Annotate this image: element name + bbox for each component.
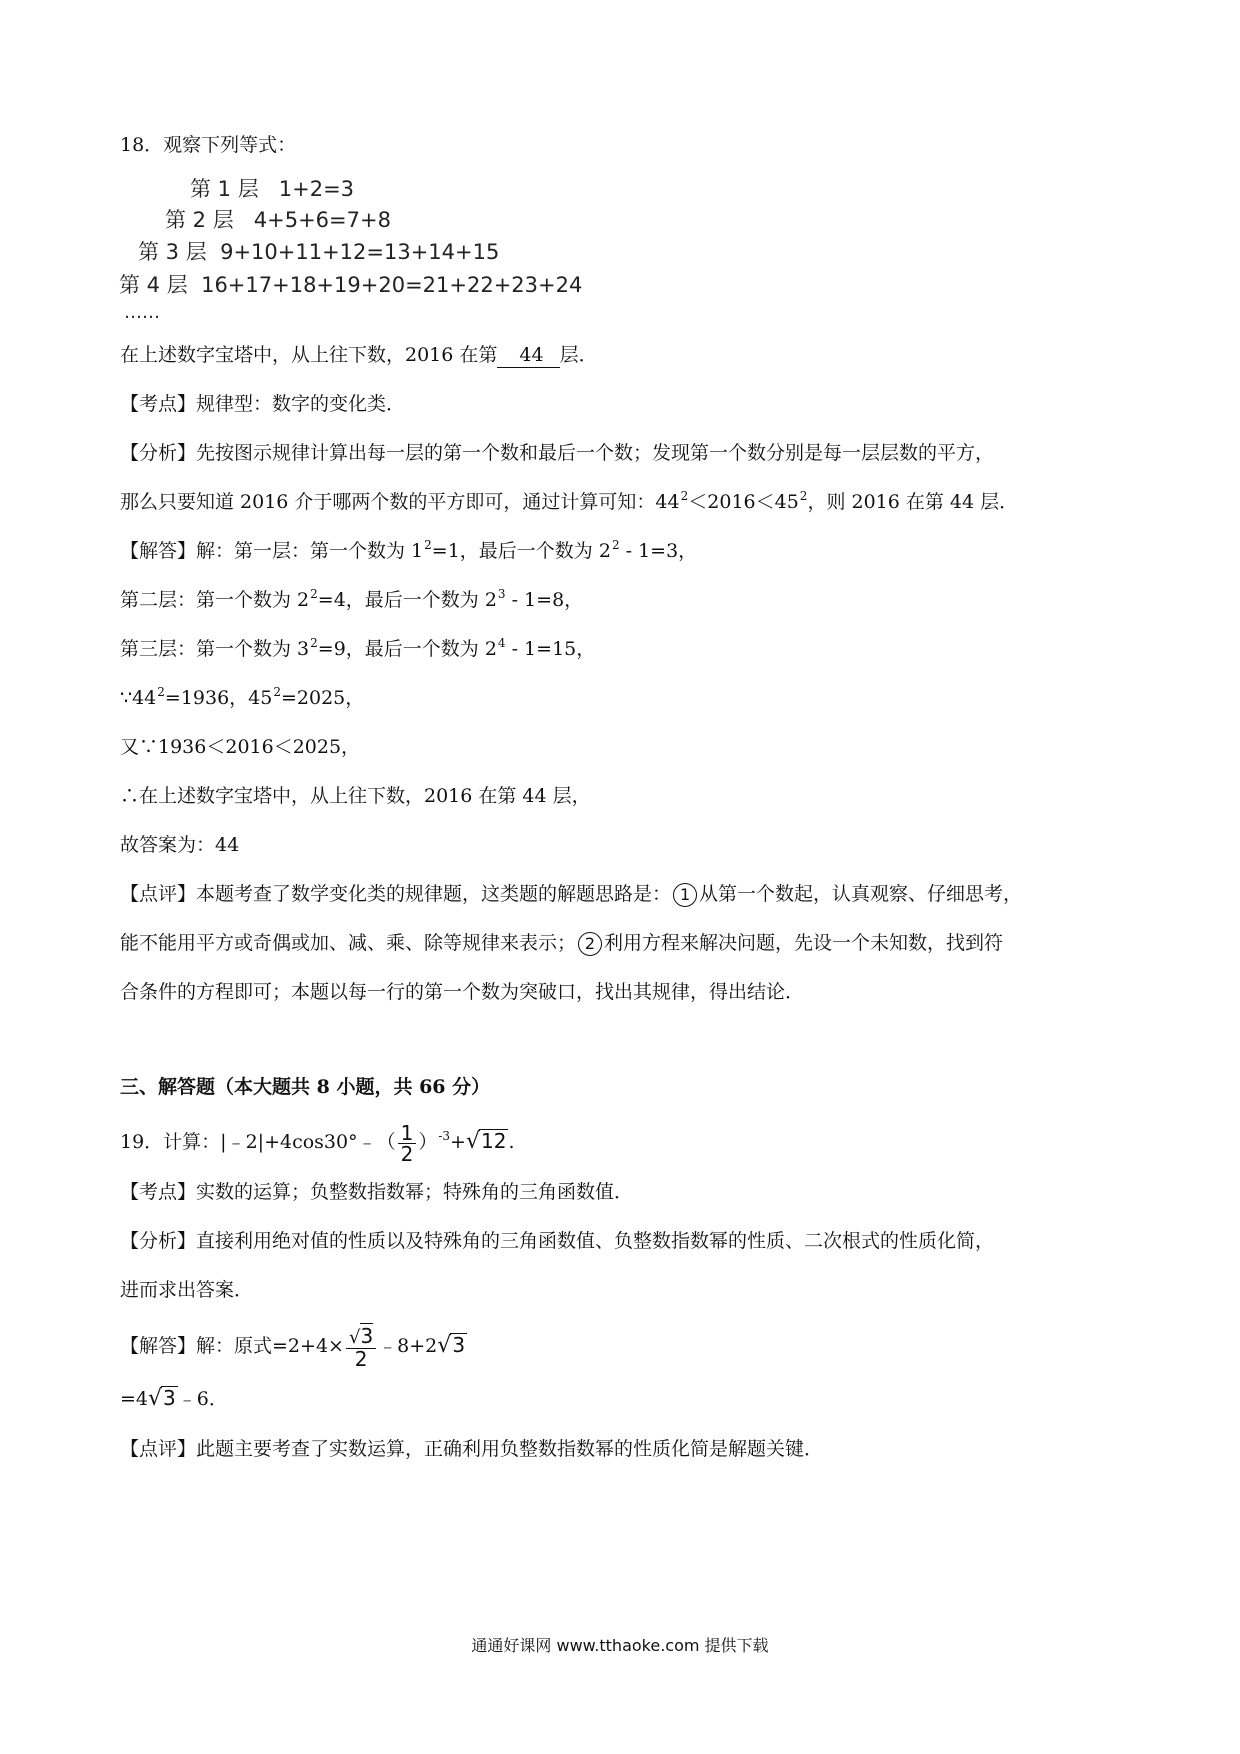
q19-kaodian: 【考点】实数的运算；负整数指数幂；特殊角的三角函数值．	[120, 1181, 634, 1203]
radical-icon: √	[348, 1326, 361, 1348]
radical-icon: √	[465, 1129, 480, 1154]
q18-dianping-line2: 能不能用平方或奇偶或加、减、乘、除等规律来表示； 2 利用方程来解决问题，先设一个未知数，找到符	[120, 932, 1004, 954]
q18-jieda-step3: 第三层：第一个数为 $3^2=9$，最后一个数为 $2^4 - 1=15$，	[120, 636, 596, 660]
radical-icon: √	[148, 1386, 163, 1411]
circled-number-1: 1	[673, 883, 697, 907]
pyramid-row-4: 第 4 层 16+17+18+19+20=21+22+23+24	[119, 273, 583, 297]
section-title: 三、解答题（本大题共 8 小题，共 66 分）	[120, 1076, 491, 1098]
page-footer: 通通好课网 www.tthaoke.com 提供下载	[471, 1636, 769, 1655]
fraction-sqrt3-over-2: $\frac{√3}{2}$	[346, 1326, 376, 1369]
q18-dianping-line1: 【点评】本题考查了数学变化类的规律题，这类题的解题思路是： 1 从第一个数起，认真观察、仔细思考，	[120, 883, 1023, 905]
sqrt-12: √12	[465, 1129, 507, 1154]
q18-jieda-step6: ∴在上述数字宝塔中，从上往下数，2016 在第 44 层，	[120, 785, 591, 807]
q18-title: 18．观察下列等式：	[120, 134, 297, 156]
q18-dianping-line3: 合条件的方程即可；本题以每一行的第一个数为突破口，找出其规律，得出结论．	[120, 981, 805, 1003]
sqrt-3: √3	[148, 1386, 176, 1411]
q18-jieda-step4: $\because 44^2=1936$，$45^2=2025$，	[120, 685, 365, 709]
answer-blank: 44	[497, 343, 559, 368]
q19-jieda-line2: =4√3 ﹣6．	[120, 1386, 228, 1411]
fraction-one-half: $\frac{1}{2}$	[398, 1123, 417, 1164]
q18-kaodian: 【考点】规律型：数字的变化类．	[120, 393, 406, 415]
q18-fenxi-line1: 【分析】先按图示规律计算出每一层的第一个数和最后一个数；发现第一个数分别是每一层层数的平方，	[120, 442, 995, 464]
radical-icon: √	[437, 1333, 452, 1358]
sqrt-3: √3	[437, 1333, 466, 1358]
circled-number-2: 2	[578, 932, 602, 956]
q18-jieda-step5: 又∵1936＜2016＜2025，	[120, 736, 361, 758]
q18-jieda-step1: 【解答】解：第一层：第一个数为 $1^2=1$，最后一个数为 $2^2 - 1=3$，	[120, 538, 698, 562]
q19-fenxi-line1: 【分析】直接利用绝对值的性质以及特殊角的三角函数值、负整数指数幂的性质、二次根式的性质化简，	[120, 1230, 995, 1252]
pyramid-row-3: 第 3 层 9+10+11+12=13+14+15	[138, 240, 500, 264]
q18-jieda-step7: 故答案为：44	[120, 834, 240, 856]
q19-jieda-line1: 【解答】解：原式=2+4× $\frac{√3}{2}$ ﹣8+2√3	[120, 1323, 466, 1371]
q19-fenxi-line2: 进而求出答案．	[120, 1279, 254, 1301]
pyramid-row-2: 第 2 层 4+5+6=7+8	[165, 208, 391, 232]
q18-fenxi-line2: 那么只要知道 2016 介于哪两个数的平方即可，通过计算可知：$44^2<2016<45^2$，则 2016 在第 44 层．	[120, 489, 1019, 513]
q19-dianping: 【点评】此题主要考查了实数运算，正确利用负整数指数幂的性质化简是解题关键．	[120, 1438, 824, 1460]
q19-title: 19．计算：|﹣2|+4cos30°﹣（ $\frac{1}{2}$ ）$^{-3}$+√12 .	[120, 1118, 515, 1168]
pyramid-ellipsis: ……	[124, 302, 160, 323]
pyramid-row-1: 第 1 层 1+2=3	[190, 177, 355, 201]
q18-question: 在上述数字宝塔中，从上往下数，2016 在第 44 层．	[120, 344, 598, 366]
q18-jieda-step2: 第二层：第一个数为 $2^2=4$，最后一个数为 $2^3 - 1=8$，	[120, 587, 584, 611]
